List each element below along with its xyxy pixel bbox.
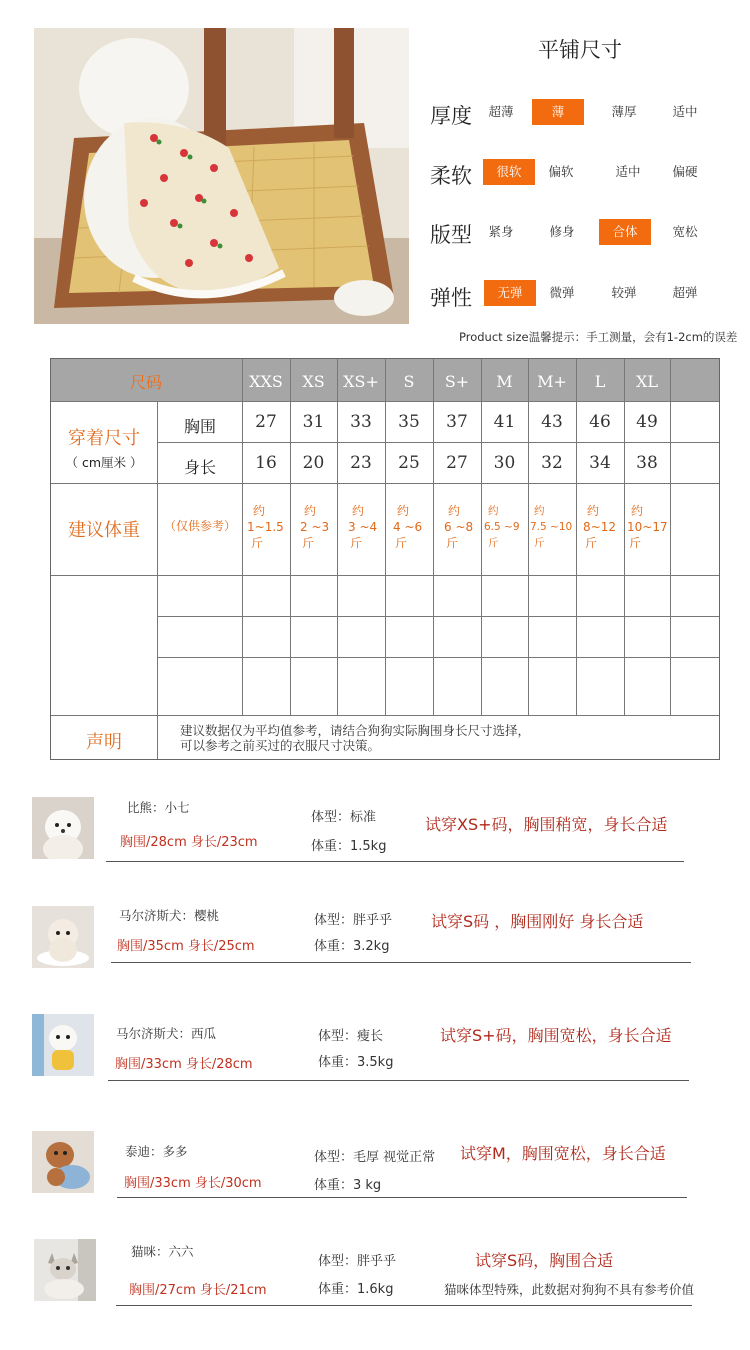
fit-option-tight: 紧身 (488, 224, 514, 239)
dog-photo (32, 797, 94, 859)
weight-unit: 斤 (350, 536, 363, 550)
elasticity-option-good: 较弹 (611, 285, 637, 300)
dog-name: 泰迪：多多 (125, 1144, 188, 1159)
size-col-header: M (496, 372, 513, 391)
measurement-tip: Product size温馨提示：手工测量，会有1-2cm的误差 (459, 330, 738, 344)
card-divider (106, 861, 684, 862)
wear-size-label: 穿着尺寸 (68, 428, 140, 449)
length-label: 身长 (183, 458, 216, 477)
thickness-option-thin-selected: 薄 (532, 99, 584, 125)
weight-prefix: 约 (397, 504, 410, 518)
weight-prefix: 约 (488, 505, 499, 517)
dog-photo (32, 906, 94, 968)
weight-prefix: 约 (304, 504, 317, 518)
weight-range: 2 ~3 (300, 520, 330, 534)
weight-prefix: 约 (587, 504, 600, 518)
softness-option-soft: 偏软 (548, 164, 574, 179)
fit-option-slim: 修身 (549, 224, 575, 239)
length-cell: 23 (350, 453, 372, 473)
dog-measurements: 胸围/28cm 身长/23cm (120, 835, 258, 850)
card-divider (117, 1197, 687, 1198)
weight-unit: 斤 (446, 536, 459, 550)
weight-prefix: 约 (352, 504, 365, 518)
length-cell: 27 (446, 453, 468, 473)
size-col-header: XS+ (343, 372, 379, 391)
softness-option-moderate: 适中 (615, 164, 641, 179)
unit-label: （ cm厘米 ） (65, 455, 143, 470)
fit-option-loose: 宽松 (672, 224, 698, 239)
fit-result: 试穿S码 ，胸围刚好 身长合适 (431, 912, 644, 931)
cat-weight: 体重：1.6kg (318, 1282, 394, 1297)
dog-weight: 体重：3.5kg (318, 1055, 394, 1070)
size-col-header: S+ (444, 372, 470, 391)
weight-unit: 斤 (251, 536, 264, 550)
length-cell: 38 (636, 453, 658, 473)
length-cell: 32 (541, 453, 563, 473)
weight-cell (530, 503, 576, 551)
chest-cell: 41 (493, 412, 516, 432)
weight-cell (247, 503, 291, 551)
chest-cell: 49 (636, 412, 658, 432)
size-col-header: XS (302, 372, 325, 391)
dog-name: 比熊：小七 (127, 800, 190, 815)
fit-option-regular-selected: 合体 (599, 219, 651, 245)
weight-range: 4 ~6 (393, 520, 423, 534)
card-divider (111, 962, 691, 963)
weight-cell (348, 503, 386, 551)
dog-measurements: 胸围/33cm 身长/28cm (115, 1057, 253, 1072)
chest-cell: 31 (302, 412, 325, 432)
dog-body-type: 体型：标准 (311, 810, 377, 825)
weight-range: 3 ~4 (348, 520, 378, 534)
weight-unit: 斤 (585, 536, 598, 550)
weight-note: （仅供参考） (163, 519, 236, 533)
dog-name: 马尔济斯犬：西瓜 (116, 1026, 217, 1041)
size-col-header: S (403, 372, 415, 391)
elasticity-option-none-selected: 无弹 (484, 280, 536, 306)
attr-label-fit: 版型 (430, 223, 472, 247)
weight-unit: 斤 (302, 536, 315, 550)
elasticity-option-super: 超弹 (672, 285, 698, 300)
card-divider (116, 1305, 692, 1306)
chest-cell: 35 (398, 412, 420, 432)
weight-unit: 斤 (488, 537, 499, 549)
weight-cell (583, 503, 623, 551)
weight-cell (393, 503, 433, 551)
statement-label: 声明 (86, 732, 122, 753)
weight-unit: 斤 (534, 537, 545, 549)
weight-range: 10~17 (627, 520, 668, 534)
length-cell: 30 (493, 453, 516, 473)
thickness-option-ultrathin: 超薄 (488, 104, 514, 119)
weight-prefix: 约 (631, 504, 644, 518)
softness-option-hard: 偏硬 (672, 164, 698, 179)
dog-photo (32, 1131, 94, 1193)
weight-cell (484, 503, 528, 551)
dog-measurements: 胸围/33cm 身长/30cm (124, 1176, 262, 1191)
table-rule (51, 715, 719, 716)
cat-body-type: 体型：胖乎乎 (318, 1254, 397, 1269)
dog-body-type: 体型：瘦长 (318, 1029, 384, 1044)
dog-name: 马尔济斯犬：樱桃 (119, 908, 220, 923)
attr-label-softness: 柔软 (430, 164, 472, 188)
weight-cell (300, 503, 338, 551)
attr-label-elasticity: 弹性 (430, 286, 472, 310)
card-divider (108, 1080, 689, 1081)
thickness-option-medium-thin: 薄厚 (611, 104, 637, 119)
weight-prefix: 约 (534, 505, 545, 517)
chest-cell: 37 (446, 412, 468, 432)
cat-measurements: 胸围/27cm 身长/21cm (129, 1283, 267, 1298)
cat-disclaimer: 猫咪体型特殊，此数据对狗狗不具有参考价值 (444, 1282, 695, 1297)
length-cell: 34 (589, 453, 611, 473)
weight-cell (627, 503, 671, 551)
dog-photo (32, 1014, 94, 1076)
fit-result: 试穿M，胸围宽松，身长合适 (460, 1144, 666, 1163)
length-cell: 16 (255, 453, 277, 473)
elasticity-option-slight: 微弹 (549, 285, 575, 300)
size-col-header: XXS (249, 372, 283, 391)
panel-title: 平铺尺寸 (538, 38, 622, 62)
size-col-header: L (594, 372, 606, 391)
weight-label: 建议体重 (68, 520, 140, 541)
chest-cell: 27 (255, 412, 277, 432)
fit-result: 试穿S+码，胸围宽松，身长合适 (440, 1026, 672, 1045)
product-photo (34, 28, 409, 324)
weight-range: 7.5 ~10 (530, 521, 573, 533)
weight-prefix: 约 (253, 504, 266, 518)
weight-unit: 斤 (629, 536, 642, 550)
dog-body-type: 体型：胖乎乎 (314, 913, 393, 928)
size-col-header: M+ (537, 372, 567, 391)
softness-option-very-soft-selected: 很软 (483, 159, 535, 185)
weight-range: 6 ~8 (444, 520, 474, 534)
dog-measurements: 胸围/35cm 身长/25cm (117, 939, 255, 954)
statement-text: 建议数据仅为平均值参考，请结合狗狗实际胸围身长尺寸选择，可以参考之前买过的衣服尺寸决策。 (180, 723, 531, 753)
fit-result: 试穿XS+码，胸围稍宽，身长合适 (425, 815, 668, 834)
fit-result: 试穿S码，胸围合适 (475, 1251, 614, 1270)
chest-cell: 33 (350, 412, 372, 432)
chest-cell: 43 (541, 412, 563, 432)
dog-weight: 体重：3 kg (314, 1178, 382, 1193)
cat-photo (34, 1239, 96, 1301)
size-header-label: 尺码 (129, 373, 162, 392)
dog-weight: 体重：3.2kg (314, 939, 390, 954)
chest-label: 胸围 (183, 417, 216, 436)
weight-range: 8~12 (583, 520, 616, 534)
weight-range: 1~1.5 (247, 520, 284, 534)
dog-weight: 体重：1.5kg (311, 839, 387, 854)
weight-cell (444, 503, 482, 551)
dog-body-type: 体型：毛厚 视觉正常 (314, 1150, 436, 1165)
weight-unit: 斤 (395, 536, 408, 550)
size-col-header: XL (635, 372, 658, 391)
cat-name: 猫咪：六六 (131, 1244, 194, 1259)
attr-label-thickness: 厚度 (430, 104, 472, 128)
length-cell: 25 (398, 453, 420, 473)
thickness-option-moderate: 适中 (672, 104, 698, 119)
length-cell: 20 (302, 453, 325, 473)
chest-cell: 46 (589, 412, 611, 432)
weight-range: 6.5 ~9 (484, 521, 520, 533)
weight-prefix: 约 (448, 504, 461, 518)
